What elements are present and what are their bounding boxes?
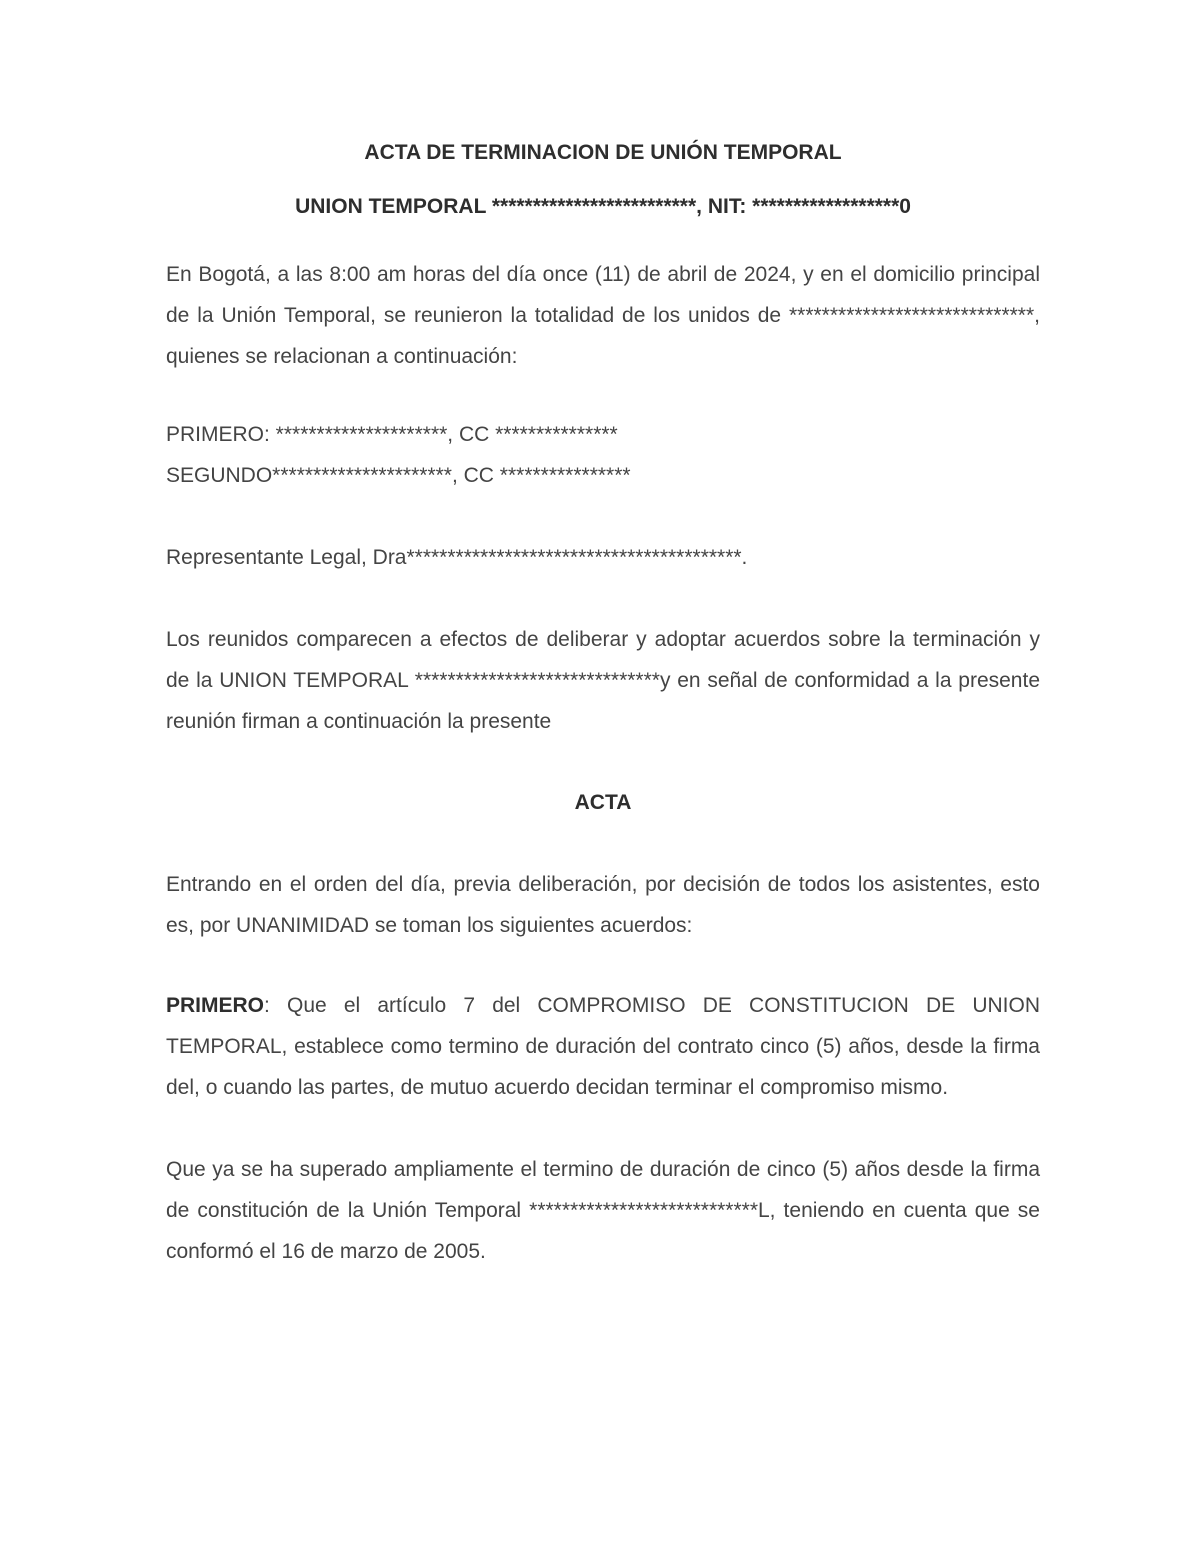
document-page xyxy=(166,138,1040,1272)
acta-heading: ACTA xyxy=(574,791,632,814)
legal-representative: Representante Legal, Dra*****************************************. xyxy=(166,546,748,569)
primero-label: PRIMERO xyxy=(166,994,265,1017)
document-subtitle: UNION TEMPORAL *************************, NIT: ******************0 xyxy=(295,195,911,218)
primero-paragraph xyxy=(166,985,1040,1108)
members-list xyxy=(166,414,1040,496)
primero-text: : Que el artículo 7 del COMPROMISO DE CONSTITUCION DE UNION TEMPORAL, establece como termino de duración del contrato cinco (5) años, desde la firma del, o cuando las partes, de mutuo acuerdo decidan terminar el compromiso mismo. xyxy=(166,994,1040,1099)
entrando-paragraph: Entrando en el orden del día, previa deliberación, por decisión de todos los asistentes, esto es, por UNANIMIDAD se toman los siguientes acuerdos: xyxy=(166,873,1040,937)
member-first: PRIMERO: *********************, CC *************** xyxy=(166,423,618,446)
intro-paragraph: En Bogotá, a las 8:00 am horas del día once (11) de abril de 2024, y en el domicilio principal de la Unión Temporal, se reunieron la totalidad de los unidos de ******************************, quienes se relacionan a continuación: xyxy=(166,263,1040,368)
document-title: ACTA DE TERMINACION DE UNIÓN TEMPORAL xyxy=(364,141,842,164)
reunidos-paragraph: Los reunidos comparecen a efectos de deliberar y adoptar acuerdos sobre la terminación y de la UNION TEMPORAL ******************************y en señal de conformidad a la presente reunión firman a continuación la presente xyxy=(166,628,1040,733)
queya-paragraph: Que ya se ha superado ampliamente el termino de duración de cinco (5) años desde la firma de constitución de la Unión Temporal ****************************L, teniendo en cuenta que se conformó el 16 de marzo de 2005. xyxy=(166,1158,1040,1263)
member-second: SEGUNDO**********************, CC **************** xyxy=(166,464,631,487)
